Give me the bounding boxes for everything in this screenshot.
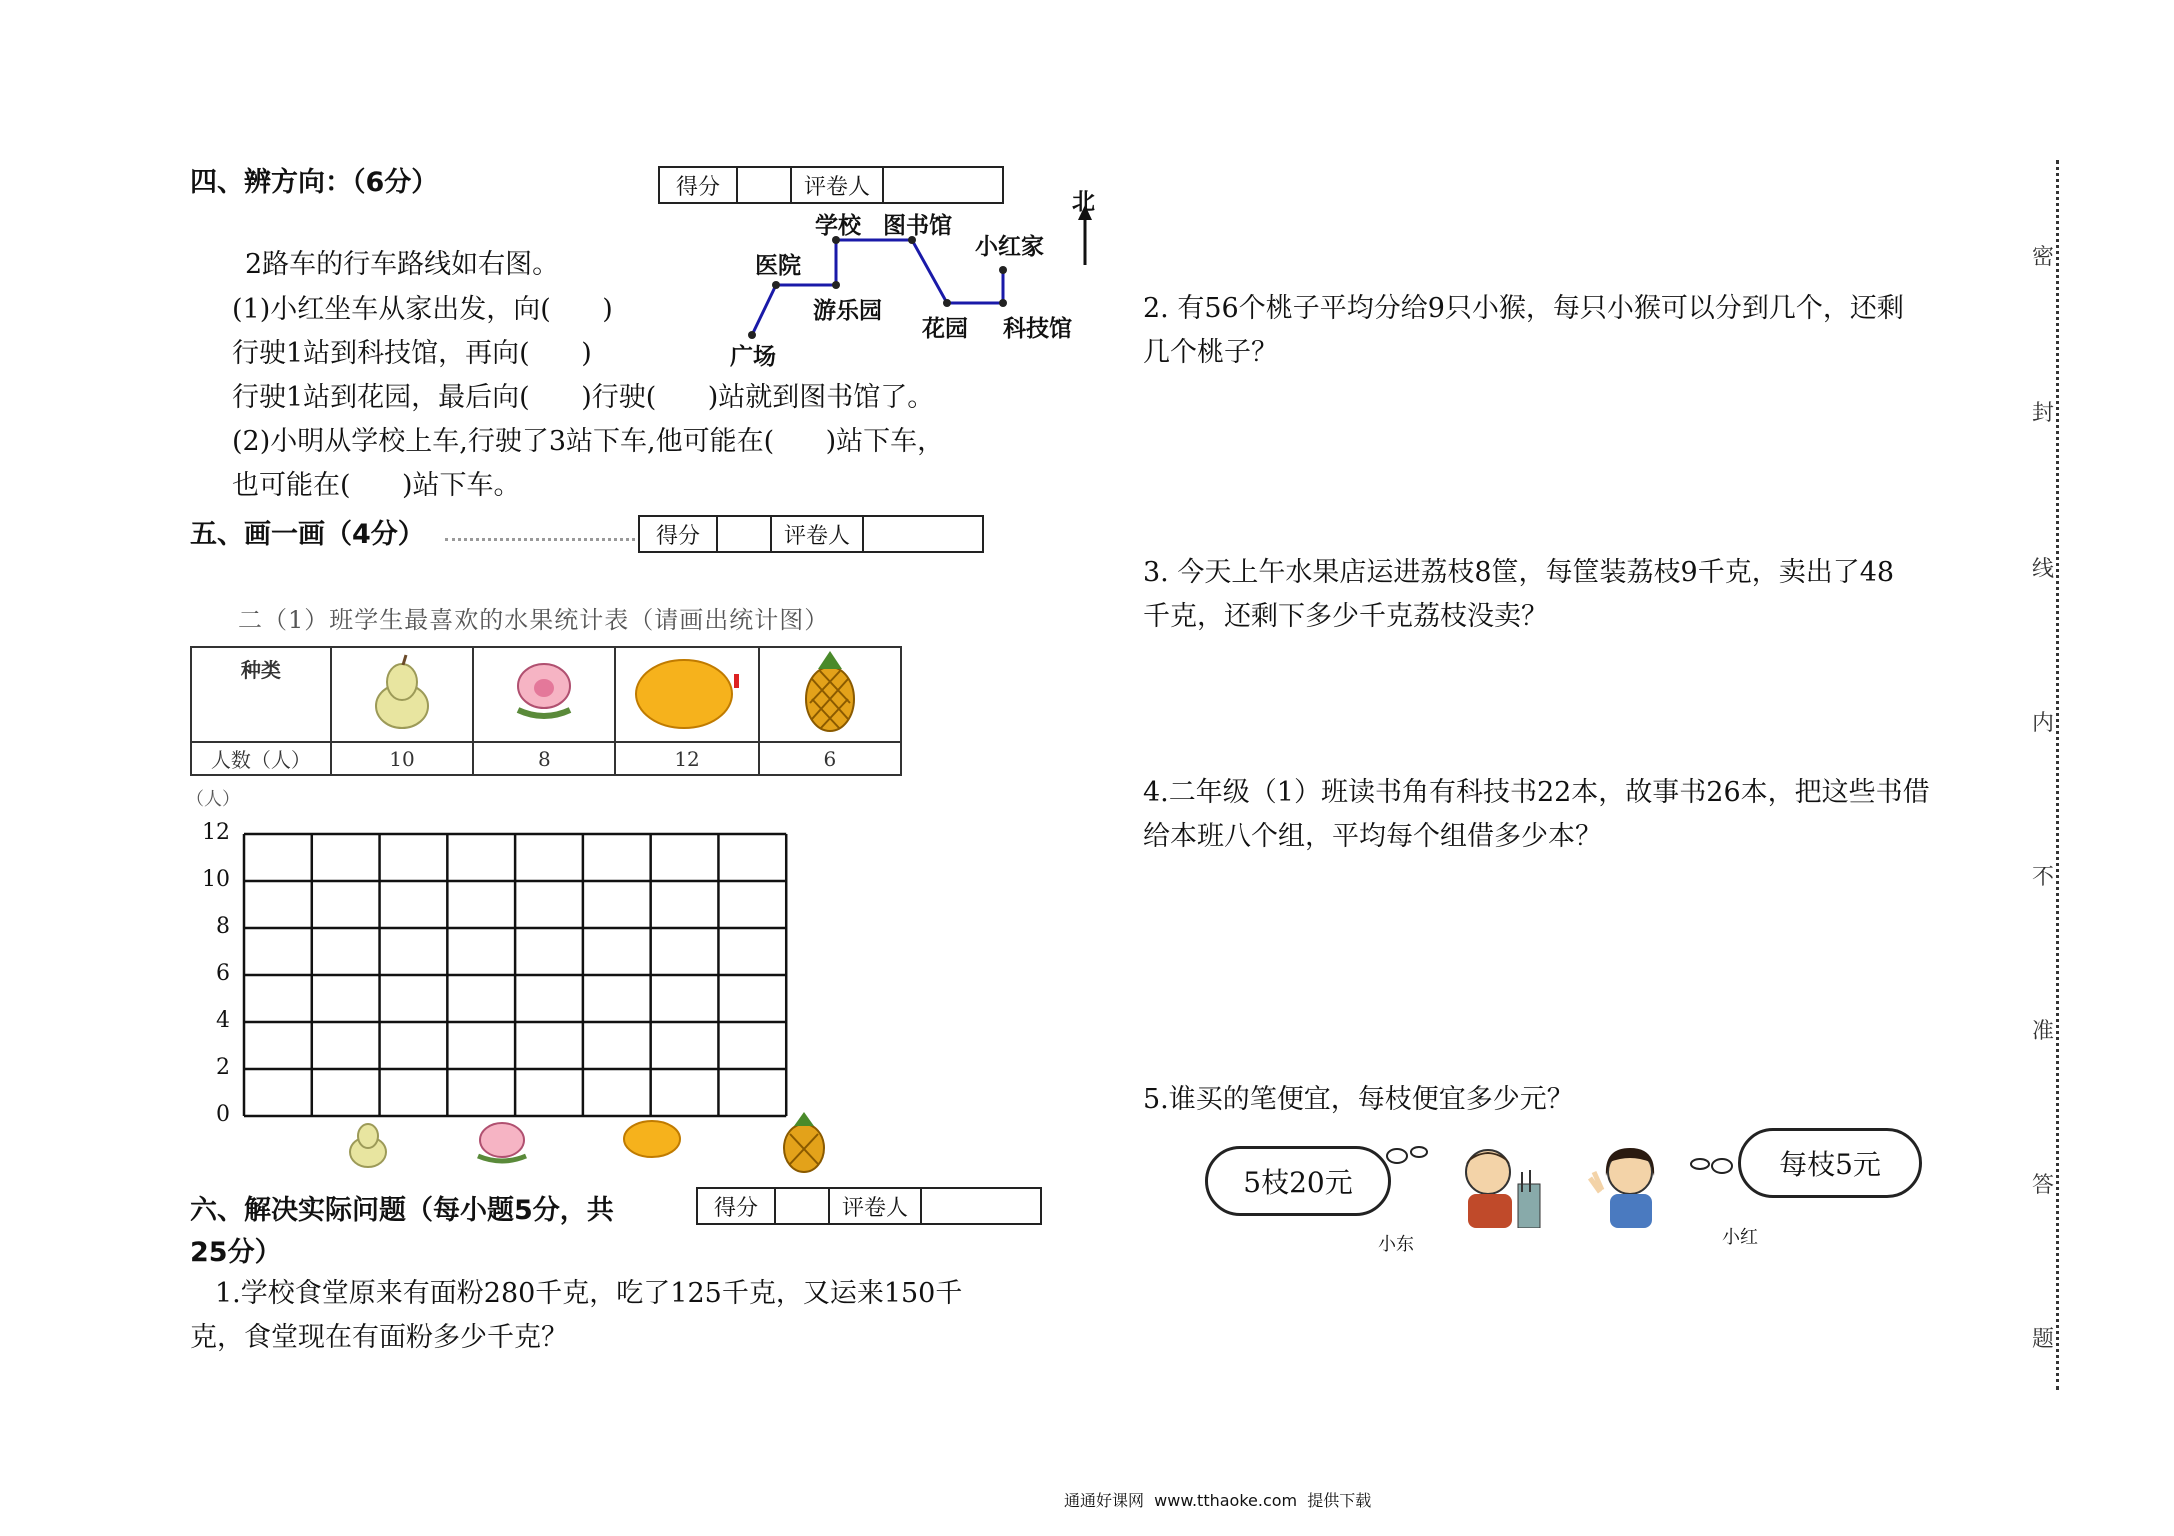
- girl-avatar: [1580, 1142, 1670, 1228]
- seal-line: [2056, 160, 2059, 1390]
- section6-score-box: [696, 1187, 1042, 1225]
- margin-char: 准: [2032, 1019, 2055, 1044]
- section4-q1-line2: 行驶1站到科技馆，再向( ): [232, 338, 592, 369]
- section6-title-line1: 六、解决实际问题（每小题5分，共: [190, 1195, 614, 1226]
- margin-char: 答: [2032, 1173, 2055, 1198]
- stop-hospital: 医院: [755, 253, 801, 279]
- grader-cell[interactable]: [864, 517, 982, 551]
- margin-char: 内: [2032, 711, 2055, 736]
- q4-line1: 4.二年级（1）班读书角有科技书22本，故事书26本，把这些书借: [1143, 777, 1930, 808]
- orange-icon: [620, 1115, 684, 1161]
- fruit-cell: [473, 647, 615, 742]
- score-cell[interactable]: [718, 517, 772, 551]
- q2-line2: 几个桃子？: [1143, 337, 1278, 368]
- pear-icon: [362, 652, 442, 732]
- y-tick-label: 6: [216, 961, 230, 986]
- cloud-right-tail: [1688, 1152, 1738, 1178]
- pear-icon: [340, 1118, 396, 1170]
- chart-unit: （人）: [186, 789, 240, 810]
- section5-title: 五、画一画（4分）: [190, 519, 425, 550]
- section4-title: 四、辨方向：（6分）: [190, 167, 439, 198]
- count-peach: 8: [473, 742, 615, 775]
- peach-icon: [470, 1118, 534, 1166]
- score-label: 得分: [660, 168, 738, 202]
- grader-label: 评卷人: [772, 517, 864, 551]
- count-pear: 10: [331, 742, 473, 775]
- title-dots: [445, 538, 635, 541]
- fruit-cell: [331, 647, 473, 742]
- count-pineapple: 6: [759, 742, 901, 775]
- y-tick-label: 10: [202, 867, 230, 892]
- pineapple-icon: [790, 649, 870, 735]
- north-label: 北: [1072, 189, 1095, 215]
- score-label: 得分: [698, 1189, 776, 1223]
- margin-char: 不: [2032, 865, 2055, 890]
- q3-line2: 千克，还剩下多少千克荔枝没卖？: [1143, 601, 1548, 632]
- name-left: 小东: [1378, 1234, 1414, 1255]
- score-cell[interactable]: [776, 1189, 830, 1223]
- stop-library: 图书馆: [883, 213, 952, 239]
- section6-q1-line2: 克，食堂现在有面粉多少千克？: [190, 1322, 568, 1353]
- q3-line1: 3. 今天上午水果店运进荔枝8筐，每筐装荔枝9千克，卖出了48: [1143, 557, 1895, 588]
- stop-home: 小红家: [975, 234, 1044, 260]
- margin-char: 密: [2032, 245, 2055, 270]
- orange-icon: [632, 652, 742, 732]
- table-title: 二（1）班学生最喜欢的水果统计表（请画出统计图）: [238, 606, 830, 634]
- row2-label: 人数（人）: [191, 742, 331, 775]
- boy-avatar: [1448, 1142, 1548, 1228]
- fruit-table: [190, 646, 902, 776]
- score-label: 得分: [640, 517, 718, 551]
- section4-q1-line3: 行驶1站到花园，最后向( )行驶( )站就到图书馆了。: [232, 382, 935, 413]
- grader-label: 评卷人: [830, 1189, 922, 1223]
- cloud-left-tail: [1385, 1142, 1430, 1168]
- q4-line2: 给本班八个组，平均每个组借多少本？: [1143, 821, 1602, 852]
- y-tick-label: 8: [216, 914, 230, 939]
- margin-char: 线: [2032, 557, 2055, 582]
- grader-cell[interactable]: [922, 1189, 1040, 1223]
- section6-q1-line1: 1.学校食堂原来有面粉280千克，吃了125千克，又运来150千: [215, 1278, 963, 1309]
- section4-intro: 2路车的行车路线如右图。: [245, 249, 560, 280]
- grader-label: 评卷人: [792, 168, 884, 202]
- fruit-cell: [615, 647, 758, 742]
- pineapple-icon: [772, 1110, 836, 1174]
- footer: 通通好课网 www.tthaoke.com 提供下载: [1064, 1491, 1372, 1510]
- y-tick-label: 0: [216, 1102, 230, 1127]
- q2-line1: 2. 有56个桃子平均分给9只小猴，每只小猴可以分到几个，还剩: [1143, 293, 1904, 324]
- margin-char: 题: [2032, 1327, 2055, 1352]
- stop-science: 科技馆: [1003, 316, 1072, 342]
- stop-garden: 花园: [922, 316, 968, 342]
- stop-amusement: 游乐园: [813, 298, 882, 324]
- blank-chart-grid[interactable]: [240, 830, 862, 1120]
- cloud-right: 每枝5元: [1738, 1128, 1922, 1198]
- fruit-cell: [759, 647, 901, 742]
- q5: 5.谁买的笔便宜，每枝便宜多少元？: [1143, 1084, 1574, 1115]
- cloud-left: 5枝20元: [1205, 1146, 1391, 1216]
- section6-title-line2: 25分）: [190, 1237, 282, 1268]
- section4-q2-line2: 也可能在( )站下车。: [232, 470, 521, 501]
- count-orange: 12: [615, 742, 758, 775]
- y-tick-label: 4: [216, 1008, 230, 1033]
- section4-q2-line1: (2)小明从学校上车,行驶了3站下车,他可能在( )站下车，: [232, 426, 945, 457]
- peach-icon: [504, 652, 584, 732]
- stop-school: 学校: [815, 213, 861, 239]
- y-tick-label: 2: [216, 1055, 230, 1080]
- margin-char: 封: [2032, 401, 2055, 426]
- name-right: 小红: [1722, 1227, 1758, 1248]
- section5-score-box: [638, 515, 984, 553]
- section4-q1-line1: (1)小红坐车从家出发，向( ): [232, 294, 613, 325]
- row1-label: 种类: [191, 647, 331, 742]
- y-tick-label: 12: [202, 820, 230, 845]
- stop-square: 广场: [730, 344, 776, 370]
